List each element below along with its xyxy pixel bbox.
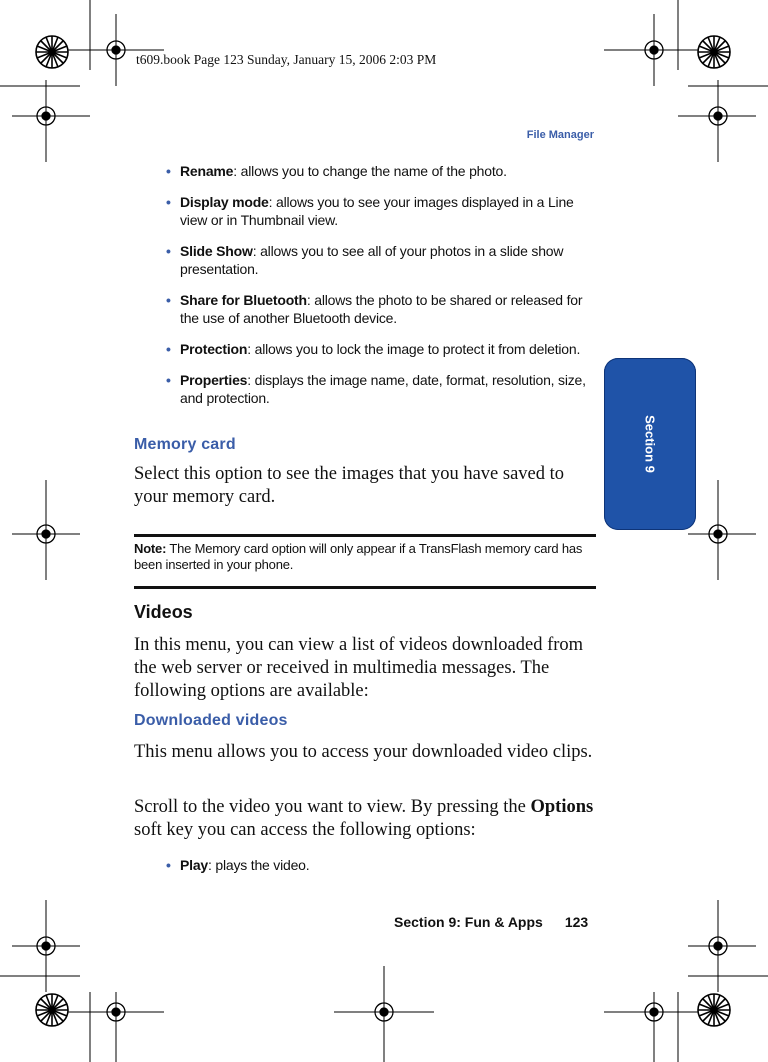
option-term: Protection [180, 341, 248, 357]
option-desc: : displays the image name, date, format, resolution, size, and protection. [180, 372, 586, 406]
page-footer [394, 914, 588, 930]
option-desc: : allows the photo to be shared or released for the use of another Bluetooth device. [180, 292, 583, 326]
note-text: The Memory card option will only appear if a TransFlash memory card has been inserted in your phone. [134, 541, 583, 572]
list-item [166, 291, 596, 327]
print-stamp: t609.book Page 123 Sunday, January 15, 2006 2:03 PM [136, 52, 437, 67]
scroll-pre: Scroll to the video you want to view. By pressing the [134, 797, 531, 817]
memory-card-heading: Memory card [134, 436, 236, 453]
option-term: Play [180, 857, 208, 873]
options-softkey-label: Options [530, 797, 594, 817]
option-desc: : allows you to see all of your photos in a slide show presentation. [180, 243, 564, 277]
video-options-list [166, 856, 596, 887]
list-item [166, 242, 596, 278]
list-item [166, 371, 596, 407]
list-item [166, 162, 596, 180]
section-tab-label: Section 9 [642, 415, 658, 473]
option-term: Slide Show [180, 243, 253, 259]
list-item [166, 856, 596, 874]
list-item [166, 193, 596, 229]
option-desc: : plays the video. [208, 857, 310, 873]
note-top-rule [134, 534, 596, 537]
scroll-post: soft key you can access the following options: [134, 820, 476, 840]
photo-options-list [166, 162, 596, 420]
option-desc: : allows you to lock the image to protect it from deletion. [247, 341, 581, 357]
note-label: Note: [134, 541, 167, 556]
section-tab [604, 358, 696, 530]
downloaded-videos-body: This menu allows you to access your downloaded video clips. [134, 742, 593, 762]
scroll-instructions [134, 796, 596, 842]
list-item [166, 340, 596, 358]
option-term: Properties [180, 372, 248, 388]
videos-body: In this menu, you can view a list of videos downloaded from the web server or received in multimedia messages. The following options are available: [134, 635, 584, 701]
note-box [134, 541, 594, 572]
memory-card-body: Select this option to see the images that you have saved to your memory card. [134, 464, 565, 507]
option-desc: : allows you to see your images displayed in a Line view or in Thumbnail view. [180, 194, 574, 228]
option-term: Share for Bluetooth [180, 292, 307, 308]
footer-section-label: Section 9: Fun & Apps [394, 914, 543, 930]
option-term: Display mode [180, 194, 269, 210]
note-bottom-rule [134, 586, 596, 589]
option-desc: : allows you to change the name of the photo. [233, 163, 507, 179]
page-number: 123 [564, 914, 589, 930]
running-head: File Manager [526, 129, 594, 141]
downloaded-videos-heading: Downloaded videos [134, 712, 288, 729]
option-term: Rename [180, 163, 234, 179]
videos-heading: Videos [134, 602, 193, 622]
